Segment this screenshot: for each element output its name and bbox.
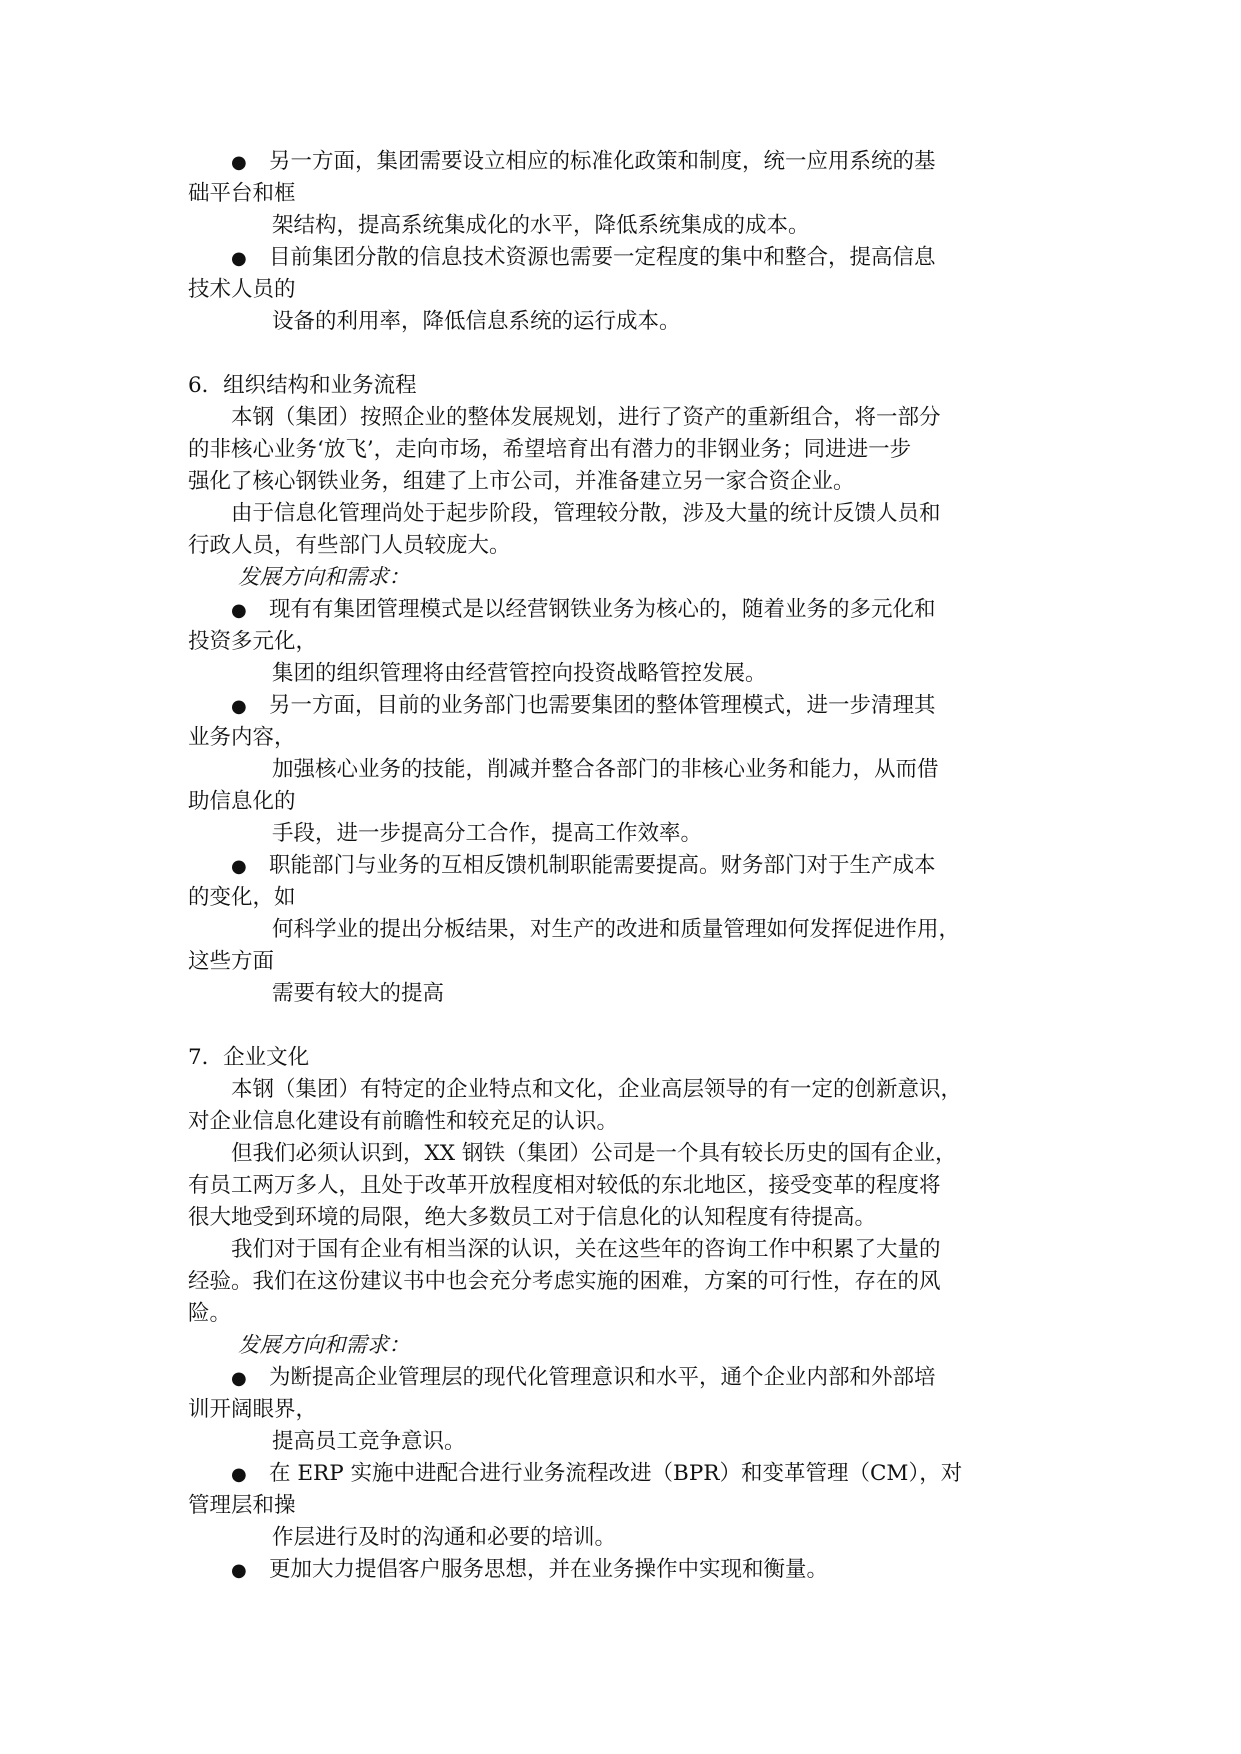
section-heading: 6．组织结构和业务流程 [188, 373, 417, 398]
continuation-line: 设备的利用率，降低信息系统的运行成本。 [272, 309, 681, 334]
continuation-line: 手段，进一步提高分工合作，提高工作效率。 [272, 821, 703, 846]
continuation-line: 需要有较大的提高 [272, 981, 445, 1006]
wrap-line: 这些方面 [188, 949, 275, 974]
bullet-line: ● 更加大力提倡客户服务思想，并在业务操作中实现和衡量。 [188, 1554, 1054, 1586]
paragraph-line: 强化了核心钢铁业务，组建了上市公司，并准备建立另一家合资企业。 [188, 469, 855, 494]
paragraph-line: 本钢（集团）按照企业的整体发展规划，进行了资产的重新组合，将一部分 [231, 405, 941, 430]
paragraph-line: 由于信息化管理尚处于起步阶段，管理较分散，涉及大量的统计反馈人员和 [231, 501, 941, 526]
paragraph-line: 很大地受到环境的局限，绝大多数员工对于信息化的认知程度有待提高。 [188, 1205, 877, 1230]
bullet-line: ● 为断提高企业管理层的现代化管理意识和水平，通个企业内部和外部培 [188, 1362, 1054, 1394]
wrap-line: 技术人员的 [188, 277, 296, 302]
paragraph-line: 经验。我们在这份建议书中也会充分考虑实施的困难，方案的可行性，存在的风 [188, 1269, 941, 1294]
bullet-icon: ● [231, 1560, 247, 1581]
bullet-line: ● 职能部门与业务的互相反馈机制职能需要提高。财务部门对于生产成本 [188, 850, 1054, 882]
paragraph-line: 险。 [188, 1301, 232, 1326]
bullet-line: ● 在 ERP 实施中进配合进行业务流程改进（BPR）和变革管理（CM），对 [188, 1458, 1054, 1490]
paragraph-line: 我们对于国有企业有相当深的认识，关在这些年的咨询工作中积累了大量的 [231, 1237, 941, 1262]
wrap-line: 业务内容， [188, 725, 296, 750]
paragraph-line: 本钢（集团）有特定的企业特点和文化，企业高层领导的有一定的创新意识， [231, 1077, 963, 1102]
wrap-line: 助信息化的 [188, 789, 296, 814]
bullet-line: ● 另一方面，集团需要设立相应的标准化政策和制度，统一应用系统的基 [188, 146, 1054, 178]
continuation-line: 作层进行及时的沟通和必要的培训。 [272, 1525, 617, 1550]
continuation-line: 架结构，提高系统集成化的水平，降低系统集成的成本。 [272, 213, 810, 238]
continuation-line: 何科学业的提出分板结果，对生产的改进和质量管理如何发挥促进作用， [272, 917, 961, 942]
wrap-line: 训开阔眼界， [188, 1397, 318, 1422]
wrap-line: 的变化，如 [188, 885, 296, 910]
bullet-icon: ● [231, 248, 247, 269]
bullet-line: ● 目前集团分散的信息技术资源也需要一定程度的集中和整合，提高信息 [188, 242, 1054, 274]
continuation-line: 集团的组织管理将由经营管控向投资战略管控发展。 [272, 661, 767, 686]
wrap-line: 础平台和框 [188, 181, 296, 206]
bullet-line: ● 另一方面，目前的业务部门也需要集团的整体管理模式，进一步清理其 [188, 690, 1054, 722]
subheading: 发展方向和需求： [238, 1333, 411, 1358]
paragraph-line: 有员工两万多人，且处于改革开放程度相对较低的东北地区，接受变革的程度将 [188, 1173, 941, 1198]
continuation-line: 加强核心业务的技能，削减并整合各部门的非核心业务和能力，从而借 [272, 757, 939, 782]
wrap-line: 投资多元化， [188, 629, 318, 654]
bullet-icon: ● [231, 1464, 247, 1485]
document-page [188, 146, 1054, 1586]
subheading: 发展方向和需求： [238, 565, 411, 590]
paragraph-line: 行政人员，有些部门人员较庞大。 [188, 533, 511, 558]
bullet-line: ● 现有有集团管理模式是以经营钢铁业务为核心的，随着业务的多元化和 [188, 594, 1054, 626]
continuation-line: 提高员工竞争意识。 [272, 1429, 466, 1454]
bullet-icon: ● [231, 1368, 247, 1389]
paragraph-line: 对企业信息化建设有前瞻性和较充足的认识。 [188, 1109, 619, 1134]
paragraph-line: 的非核心业务‘放飞’，走向市场，希望培育出有潜力的非钢业务；同进进一步 [188, 437, 912, 462]
bullet-icon: ● [231, 600, 247, 621]
section-heading: 7．企业文化 [188, 1045, 310, 1070]
wrap-line: 管理层和操 [188, 1493, 296, 1518]
bullet-icon: ● [231, 152, 247, 173]
bullet-icon: ● [231, 856, 247, 877]
paragraph-line: 但我们必须认识到，XX 钢铁（集团）公司是一个具有较长历史的国有企业， [231, 1141, 957, 1166]
bullet-icon: ● [231, 696, 247, 717]
